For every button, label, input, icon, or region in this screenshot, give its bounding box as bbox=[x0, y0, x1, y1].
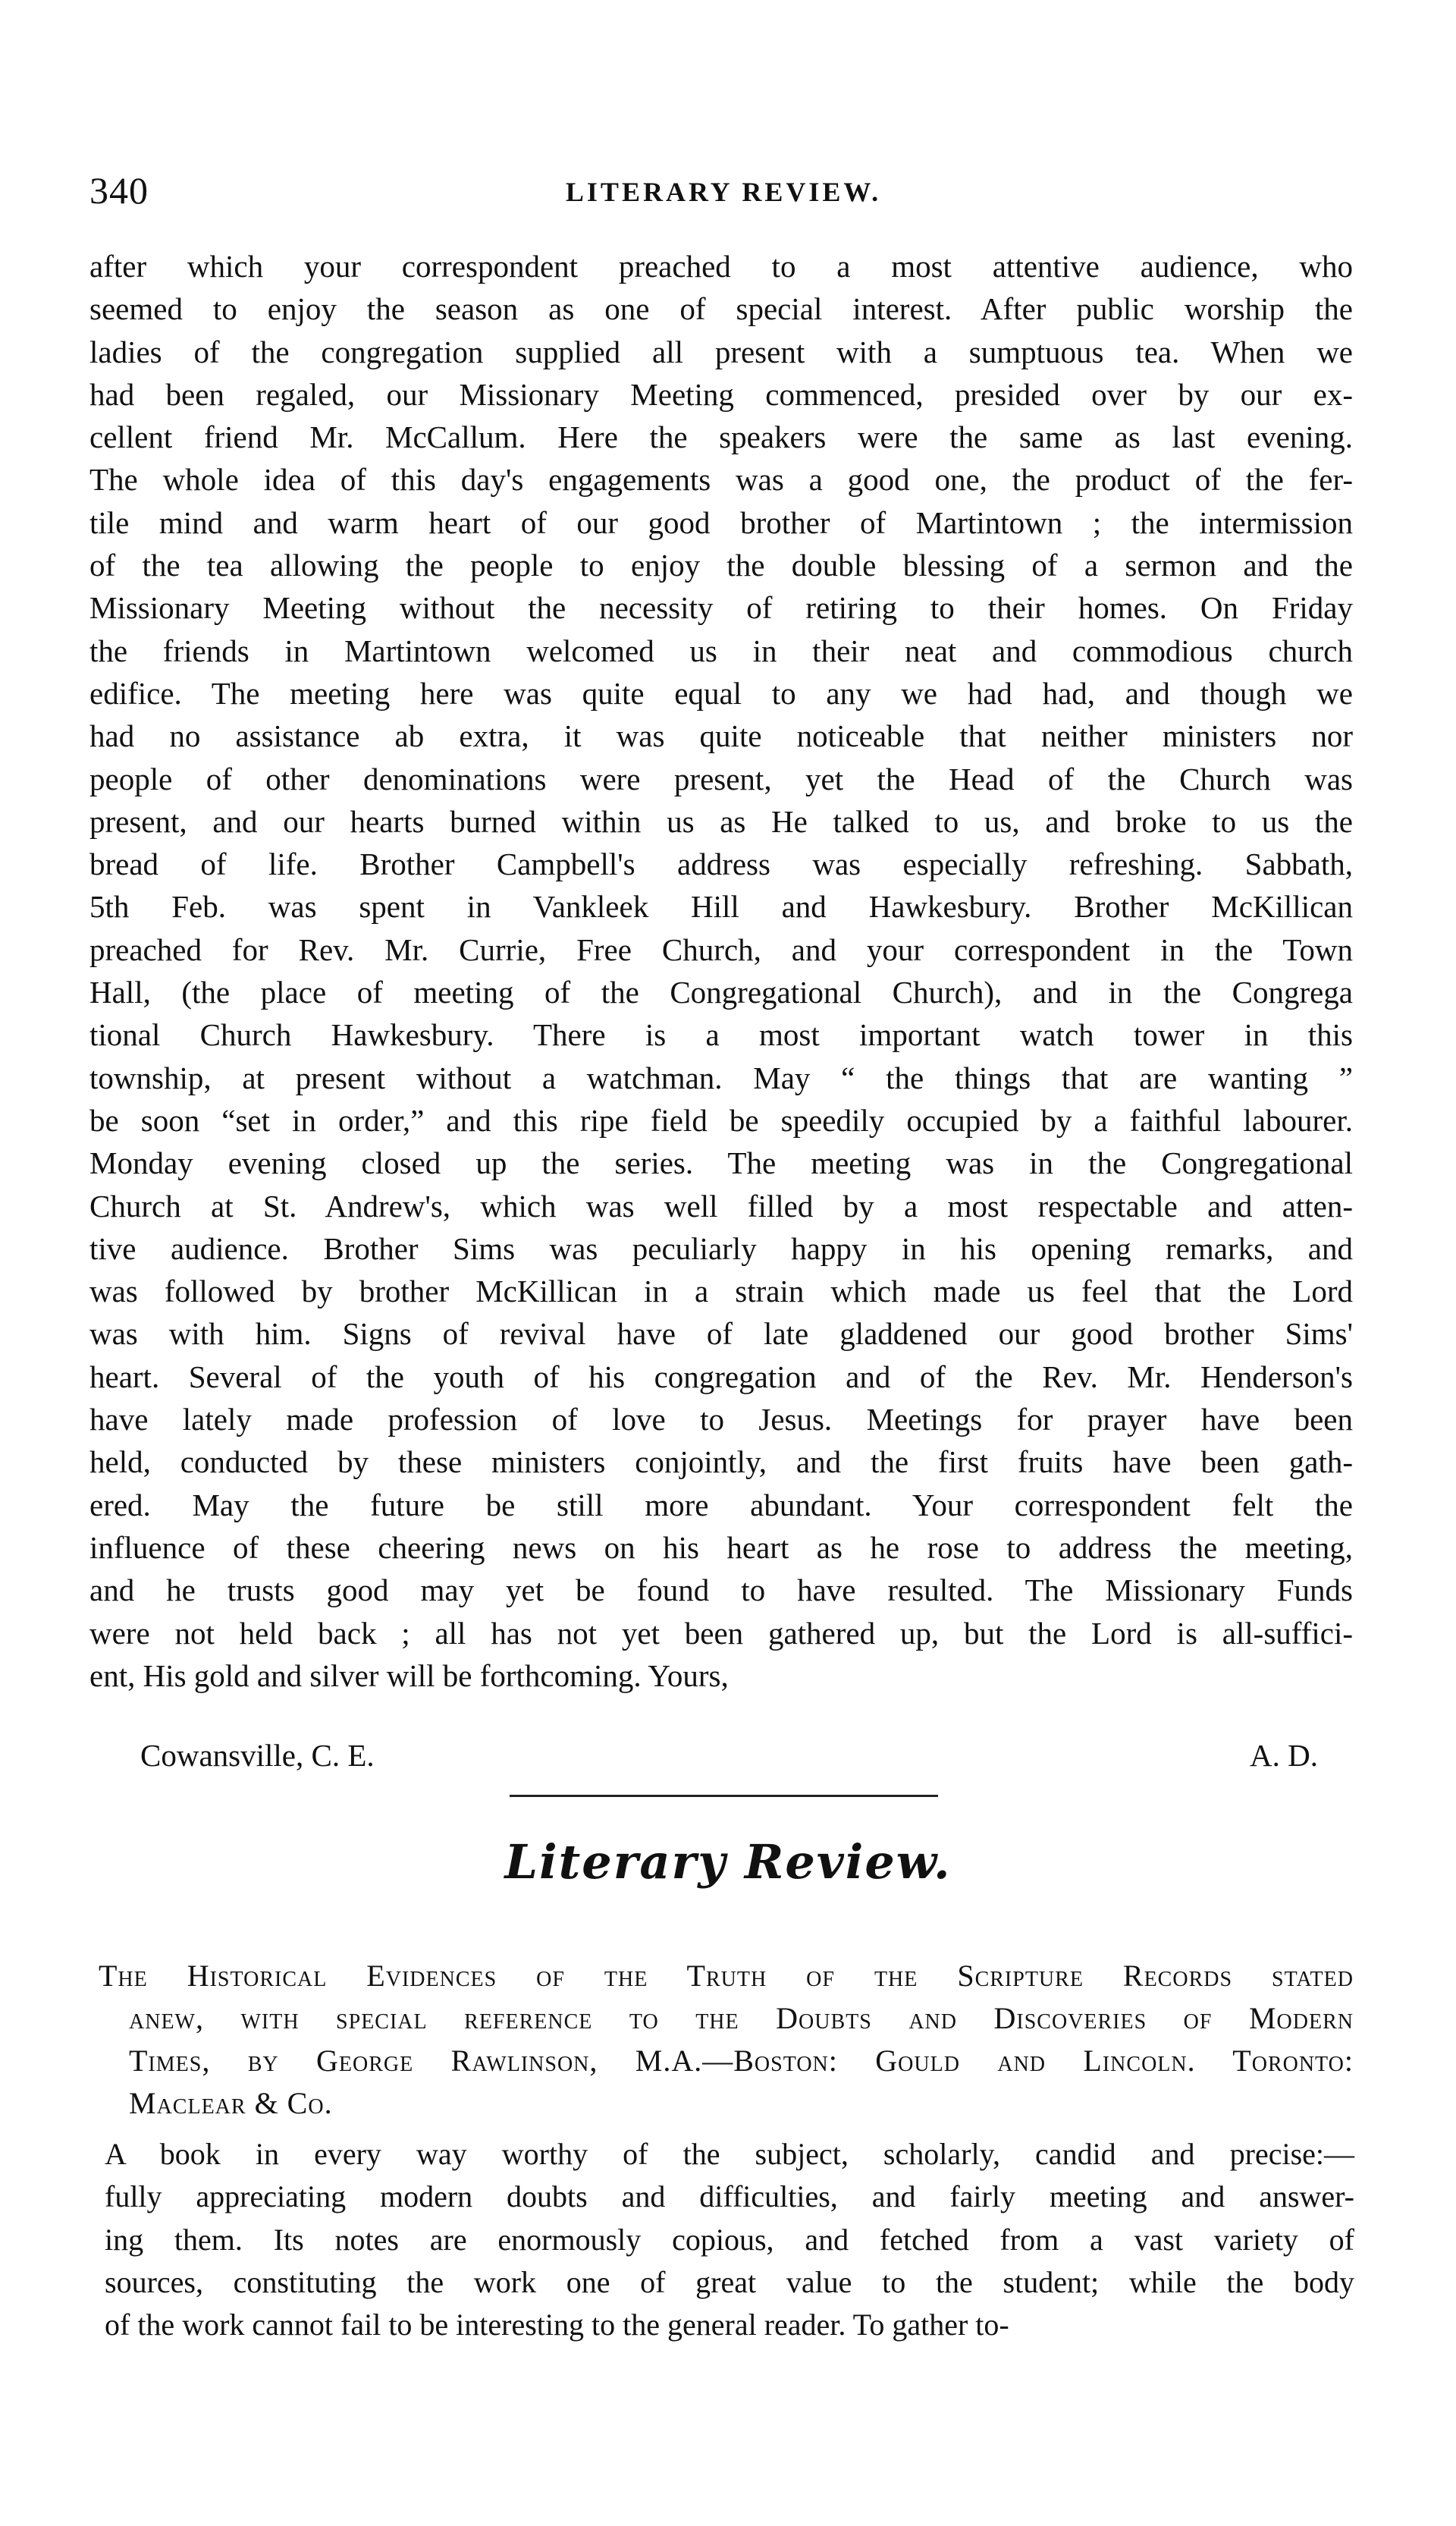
letter-line: had been regaled, our Missionary Meeting commenced, presided over by our ex- bbox=[89, 376, 1353, 412]
citation-line: Times, by George Rawlinson, M.A.—Boston: Gould and Lincoln. Toronto: bbox=[129, 2044, 1354, 2078]
running-head bbox=[89, 168, 1357, 214]
letter-line: tive audience. Brother Sims was peculiarly happy in his opening remarks, and bbox=[89, 1230, 1353, 1266]
signature-initials: A. D. bbox=[1250, 1738, 1318, 1773]
section-divider-rule bbox=[510, 1795, 938, 1797]
letter-line: the friends in Martintown welcomed us in their neat and commodious church bbox=[89, 633, 1353, 668]
letter-line: ered. May the future be still more abundant. Your correspondent felt the bbox=[89, 1487, 1353, 1522]
letter-line: cellent friend Mr. McCallum. Here the speakers were the same as last evening. bbox=[89, 419, 1353, 455]
letter-line: tional Church Hawkesbury. There is a most important watch tower in this bbox=[89, 1017, 1353, 1053]
letter-line: edifice. The meeting here was quite equal to any we had had, and though we bbox=[89, 675, 1353, 711]
letter-line: held, conducted by these ministers conjointly, and the first fruits have been gath- bbox=[89, 1444, 1353, 1480]
letter-line: Monday evening closed up the series. The meeting was in the Congregational bbox=[89, 1145, 1353, 1181]
letter-signature bbox=[140, 1737, 1318, 1780]
review-line: sources, constituting the work one of great value to the student; while the body bbox=[105, 2264, 1354, 2299]
letter-line: heart. Several of the youth of his congregation and of the Rev. Mr. Henderson's bbox=[89, 1359, 1353, 1394]
section-heading: Literary Review. bbox=[504, 1834, 952, 1890]
letter-line: after which your correspondent preached to a most attentive audience, who bbox=[89, 249, 1353, 284]
letter-line: had no assistance ab extra, it was quite noticeable that neither ministers nor bbox=[89, 718, 1353, 754]
letter-line: was with him. Signs of revival have of late gladdened our good brother Sims' bbox=[89, 1316, 1353, 1352]
letter-line: Missionary Meeting without the necessity of retiring to their homes. On Friday bbox=[89, 590, 1353, 626]
letter-line: have lately made profession of love to Jesus. Meetings for prayer have been bbox=[89, 1402, 1353, 1437]
letter-line: tile mind and warm heart of our good brother of Martintown ; the intermission bbox=[89, 504, 1353, 540]
letter-line: of the tea allowing the people to enjoy the double blessing of a sermon and the bbox=[89, 548, 1353, 583]
citation-line: Maclear & Co. bbox=[129, 2086, 333, 2120]
review-line: of the work cannot fail to be interesting to the general reader. To gather to- bbox=[105, 2308, 1009, 2342]
letter-line: Church at St. Andrew's, which was well filled by a most respectable and atten- bbox=[89, 1188, 1353, 1224]
letter-line: people of other denominations were present, yet the Head of the Church was bbox=[89, 761, 1353, 796]
review-book-citation bbox=[99, 1955, 1354, 2125]
letter-line: 5th Feb. was spent in Vankleek Hill and Hawkesbury. Brother McKillican bbox=[89, 889, 1353, 925]
letter-line: was followed by brother McKillican in a strain which made us feel that the Lord bbox=[89, 1274, 1353, 1309]
letter-line: seemed to enjoy the season as one of special interest. After public worship the bbox=[89, 291, 1353, 327]
letter-body bbox=[89, 245, 1353, 1697]
letter-line: present, and our hearts burned within us as He talked to us, and broke to us the bbox=[89, 803, 1353, 839]
letter-line: ladies of the congregation supplied all present with a sumptuous tea. When we bbox=[89, 334, 1353, 369]
letter-line: preached for Rev. Mr. Currie, Free Church, and your correspondent in the Town bbox=[89, 932, 1353, 967]
review-body bbox=[105, 2133, 1354, 2346]
running-title: LITERARY REVIEW. bbox=[565, 177, 882, 207]
letter-line: and he trusts good may yet be found to have resulted. The Missionary Funds bbox=[89, 1572, 1353, 1608]
citation-line: anew, with special reference to the Doubts and Discoveries of Modern bbox=[129, 2001, 1354, 2035]
citation-line: The Historical Evidences of the Truth of the Scripture Records stated bbox=[99, 1959, 1354, 1993]
letter-line: The whole idea of this day's engagements was a good one, the product of the fer- bbox=[89, 462, 1353, 498]
letter-line: were not held back ; all has not yet been gathered up, but the Lord is all-suffici- bbox=[89, 1615, 1353, 1651]
letter-line: ent, His gold and silver will be forthcoming. Yours, bbox=[89, 1657, 729, 1693]
page-number: 340 bbox=[89, 169, 149, 212]
signature-place: Cowansville, C. E. bbox=[140, 1738, 375, 1773]
review-line: fully appreciating modern doubts and difficulties, and fairly meeting and answer- bbox=[105, 2179, 1354, 2214]
letter-line: influence of these cheering news on his heart as he rose to address the meeting, bbox=[89, 1529, 1353, 1565]
letter-line: be soon “set in order,” and this ripe field be speedily occupied by a faithful labourer. bbox=[89, 1102, 1353, 1138]
letter-line: township, at present without a watchman. May “ the things that are wanting ” bbox=[89, 1060, 1353, 1095]
review-line: A book in every way worthy of the subject, scholarly, candid and precise:— bbox=[105, 2137, 1354, 2171]
letter-line: Hall, (the place of meeting of the Congregational Church), and in the Congrega bbox=[89, 975, 1353, 1010]
review-line: ing them. Its notes are enormously copious, and fetched from a vast variety of bbox=[105, 2222, 1354, 2257]
letter-line: bread of life. Brother Campbell's address was especially refreshing. Sabbath, bbox=[89, 847, 1353, 882]
